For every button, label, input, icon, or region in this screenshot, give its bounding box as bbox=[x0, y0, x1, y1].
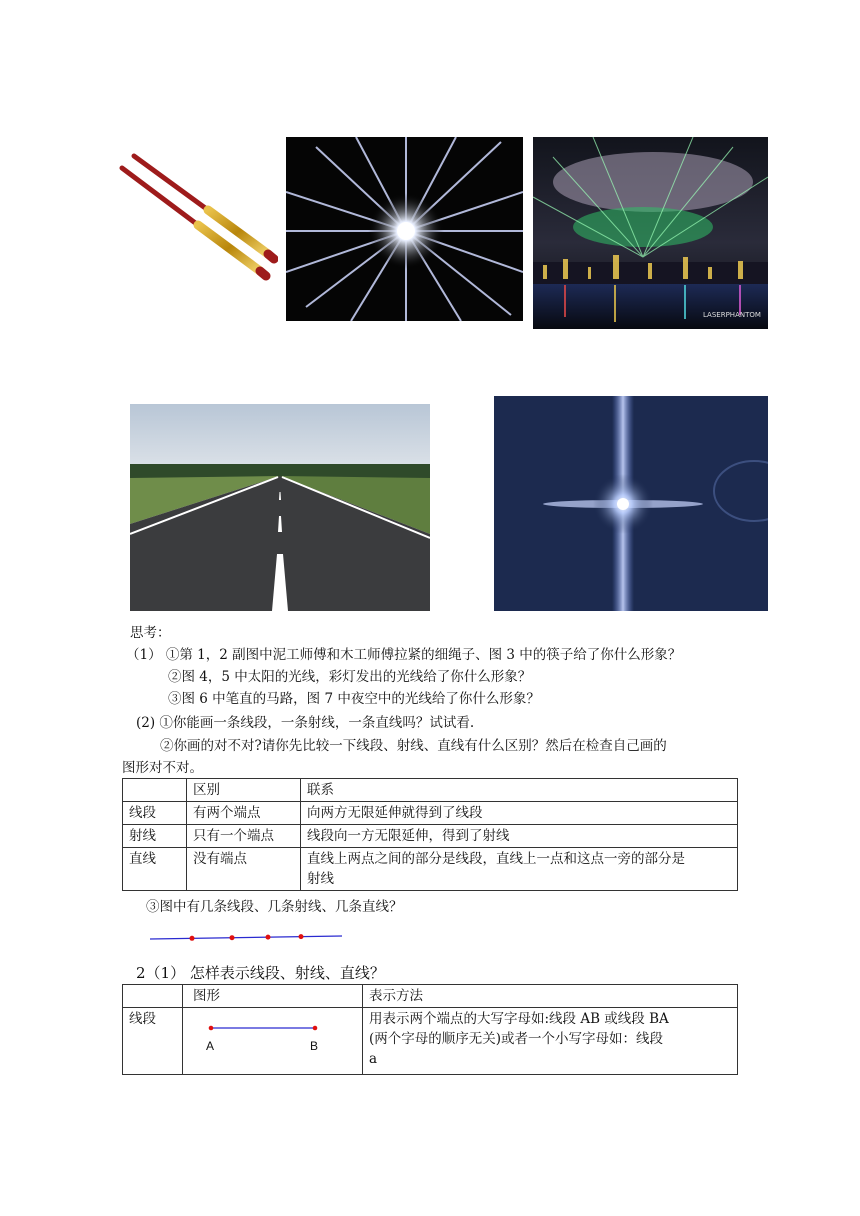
table-header-row bbox=[123, 985, 738, 1008]
comparison-table bbox=[122, 778, 738, 891]
question-1-line-2: ②图 4，5 中太阳的光线，彩灯发出的光线给了你什么形象？ bbox=[168, 669, 532, 685]
label-b: B bbox=[310, 1039, 319, 1053]
line-with-points-figure bbox=[146, 928, 346, 948]
segment-ab-figure bbox=[201, 1018, 351, 1062]
label-a: A bbox=[206, 1039, 215, 1053]
question-2-line-2: ②你画的对不对?请你先比较一下线段、射线、直线有什么区别？然后在检查自己画的 bbox=[160, 738, 667, 754]
method-line: 用表示两个端点的大写字母如:线段 AB 或线段 BA bbox=[369, 1011, 669, 1027]
row-name: 线段 bbox=[123, 802, 187, 825]
header-cell: 表示方法 bbox=[363, 985, 738, 1008]
laser-show-photo bbox=[533, 137, 768, 329]
question-2-line-1: (2) ①你能画一条线段，一条射线，一条直线吗？试试看. bbox=[136, 715, 475, 731]
segment-figure-cell bbox=[183, 1008, 363, 1075]
method-line: a bbox=[369, 1051, 378, 1067]
table-row bbox=[123, 802, 738, 825]
row-connection: 线段向一方无限延伸，得到了射线 bbox=[301, 825, 738, 848]
point-a bbox=[209, 1026, 214, 1031]
table-row bbox=[123, 848, 738, 891]
question-2-line-3: 图形对不对。 bbox=[122, 760, 203, 776]
row-connection: 向两方无限延伸就得到了线段 bbox=[301, 802, 738, 825]
method-cell bbox=[363, 1008, 738, 1075]
chopsticks-photo bbox=[118, 150, 278, 285]
row-name: 线段 bbox=[123, 1008, 183, 1075]
row-difference: 只有一个端点 bbox=[187, 825, 301, 848]
think-heading: 思考： bbox=[130, 625, 171, 641]
question-1-line-3: ③图 6 中笔直的马路，图 7 中夜空中的光线给了你什么形象？ bbox=[168, 691, 540, 707]
night-light-photo bbox=[494, 396, 768, 611]
header-cell: 图形 bbox=[183, 985, 363, 1008]
method-line: (两个字母的顺序无关)或者一个小写字母如：线段 bbox=[369, 1031, 664, 1047]
representation-table bbox=[122, 984, 738, 1075]
row-connection bbox=[301, 848, 738, 891]
section-2-title: 2（1） 怎样表示线段、射线、直线？ bbox=[136, 964, 385, 982]
row-difference: 没有端点 bbox=[187, 848, 301, 891]
row-name: 直线 bbox=[123, 848, 187, 891]
table-row bbox=[123, 1008, 738, 1075]
point-b bbox=[313, 1026, 318, 1031]
row-connection-line: 直线上两点之间的部分是线段，直线上一点和这点一旁的部分是 bbox=[307, 851, 685, 867]
header-cell: 区别 bbox=[187, 779, 301, 802]
question-1-line-1: （1） ①第 1，2 副图中泥工师傅和木工师傅拉紧的细绳子、图 3 中的筷子给了你什么形象？ bbox=[126, 647, 682, 663]
row-difference: 有两个端点 bbox=[187, 802, 301, 825]
header-cell: 联系 bbox=[301, 779, 738, 802]
row-name: 射线 bbox=[123, 825, 187, 848]
header-cell bbox=[123, 985, 183, 1008]
point bbox=[299, 934, 304, 939]
sun-rays-photo bbox=[286, 137, 523, 321]
straight-line bbox=[150, 936, 342, 939]
question-3: ③图中有几条线段、几条射线、几条直线？ bbox=[146, 899, 403, 915]
row-connection-line: 射线 bbox=[307, 871, 334, 887]
point bbox=[230, 935, 235, 940]
table-row bbox=[123, 825, 738, 848]
laser-photo-caption: LASERPHANTOM bbox=[703, 311, 761, 319]
point bbox=[190, 936, 195, 941]
road-photo bbox=[130, 404, 430, 611]
header-cell bbox=[123, 779, 187, 802]
table-header-row bbox=[123, 779, 738, 802]
point bbox=[266, 935, 271, 940]
